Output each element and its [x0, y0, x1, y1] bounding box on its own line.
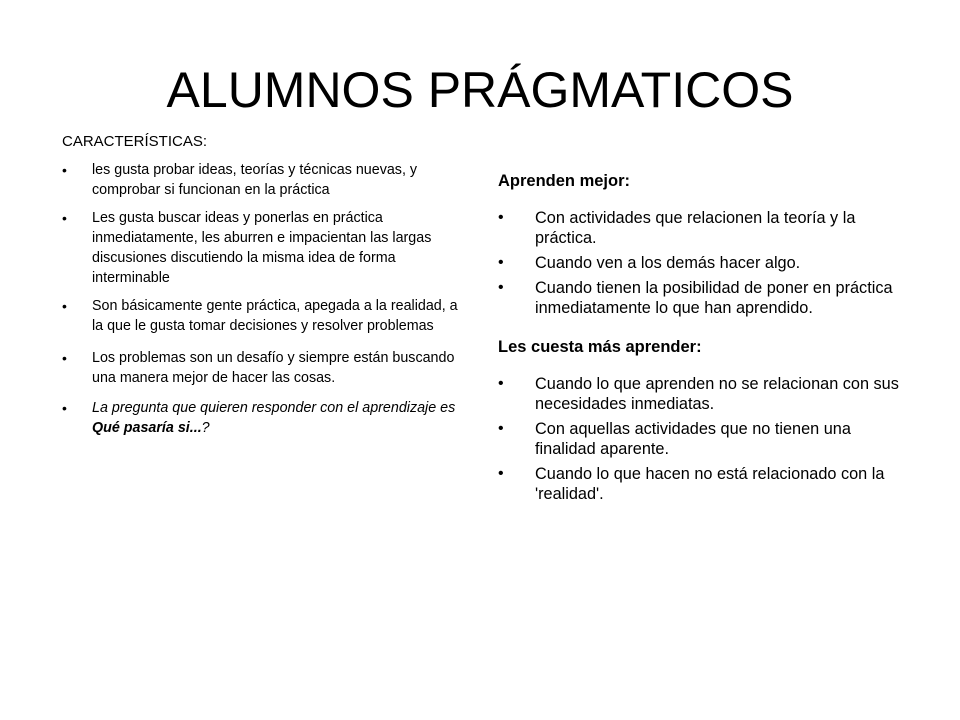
list-item-text: Con actividades que relacionen la teoría y la práctica.	[535, 209, 856, 247]
list-item-text: Cuando lo que aprenden no se relacionan con sus necesidades inmediatas.	[535, 375, 899, 413]
learn-harder-heading: Les cuesta más aprender:	[498, 338, 702, 356]
characteristics-list	[62, 160, 472, 438]
list-item-text: Les gusta buscar ideas y ponerlas en práctica inmediatamente, les aburren e impacientan las largas discusiones discutiendo la misma idea de forma interminable	[92, 210, 432, 286]
list-item-text: Con aquellas actividades que no tienen una finalidad aparente.	[535, 420, 851, 458]
learn-better-heading: Aprenden mejor:	[498, 172, 631, 190]
list-item	[498, 419, 913, 459]
bullet-icon: •	[498, 420, 504, 437]
characteristics-column	[62, 132, 472, 446]
bullet-icon: •	[498, 254, 504, 271]
list-item	[498, 208, 913, 248]
list-item-text: Cuando tienen la posibilidad de poner en práctica inmediatamente lo que han aprendido.	[535, 279, 893, 317]
learn-harder-list	[498, 374, 913, 504]
list-item	[498, 278, 913, 318]
list-item	[498, 253, 913, 273]
list-item	[62, 208, 472, 288]
slide-title: ALUMNOS PRÁGMATICOS	[166, 62, 794, 118]
learn-better-list	[498, 208, 913, 318]
bullet-icon: •	[62, 350, 67, 366]
bullet-icon: •	[498, 375, 504, 392]
bullet-icon: •	[62, 210, 67, 226]
bullet-icon: •	[498, 465, 504, 482]
bullet-icon: •	[498, 279, 504, 296]
question-end: ?	[201, 420, 210, 436]
bullet-icon: •	[62, 162, 67, 178]
bullet-icon: •	[62, 400, 67, 416]
list-item-text: Los problemas son un desafío y siempre están buscando una manera mejor de hacer las cosas.	[92, 350, 455, 386]
list-item-text: Cuando ven a los demás hacer algo.	[535, 254, 801, 272]
list-item-text: les gusta probar ideas, teorías y técnicas nuevas, y comprobar si funcionan en la práctica	[92, 162, 418, 198]
list-item	[498, 374, 913, 414]
list-item	[498, 464, 913, 504]
question-emphasis: Qué pasaría si...	[92, 420, 202, 436]
list-item-text: Cuando lo que hacen no está relacionado con la 'realidad'.	[535, 465, 885, 503]
list-item	[62, 348, 472, 388]
list-item	[62, 160, 472, 200]
list-item-text: Son básicamente gente práctica, apegada a la realidad, a la que le gusta tomar decisiones y resolver problemas	[92, 298, 458, 334]
question-intro: La pregunta que quieren responder con el aprendizaje es	[92, 400, 456, 416]
bullet-icon: •	[62, 298, 67, 314]
list-item	[62, 296, 472, 336]
bullet-icon: •	[498, 209, 504, 226]
list-item	[62, 398, 472, 438]
characteristics-label: CARACTERÍSTICAS:	[62, 133, 208, 150]
learning-column	[498, 170, 913, 522]
list-item-text	[92, 400, 455, 436]
